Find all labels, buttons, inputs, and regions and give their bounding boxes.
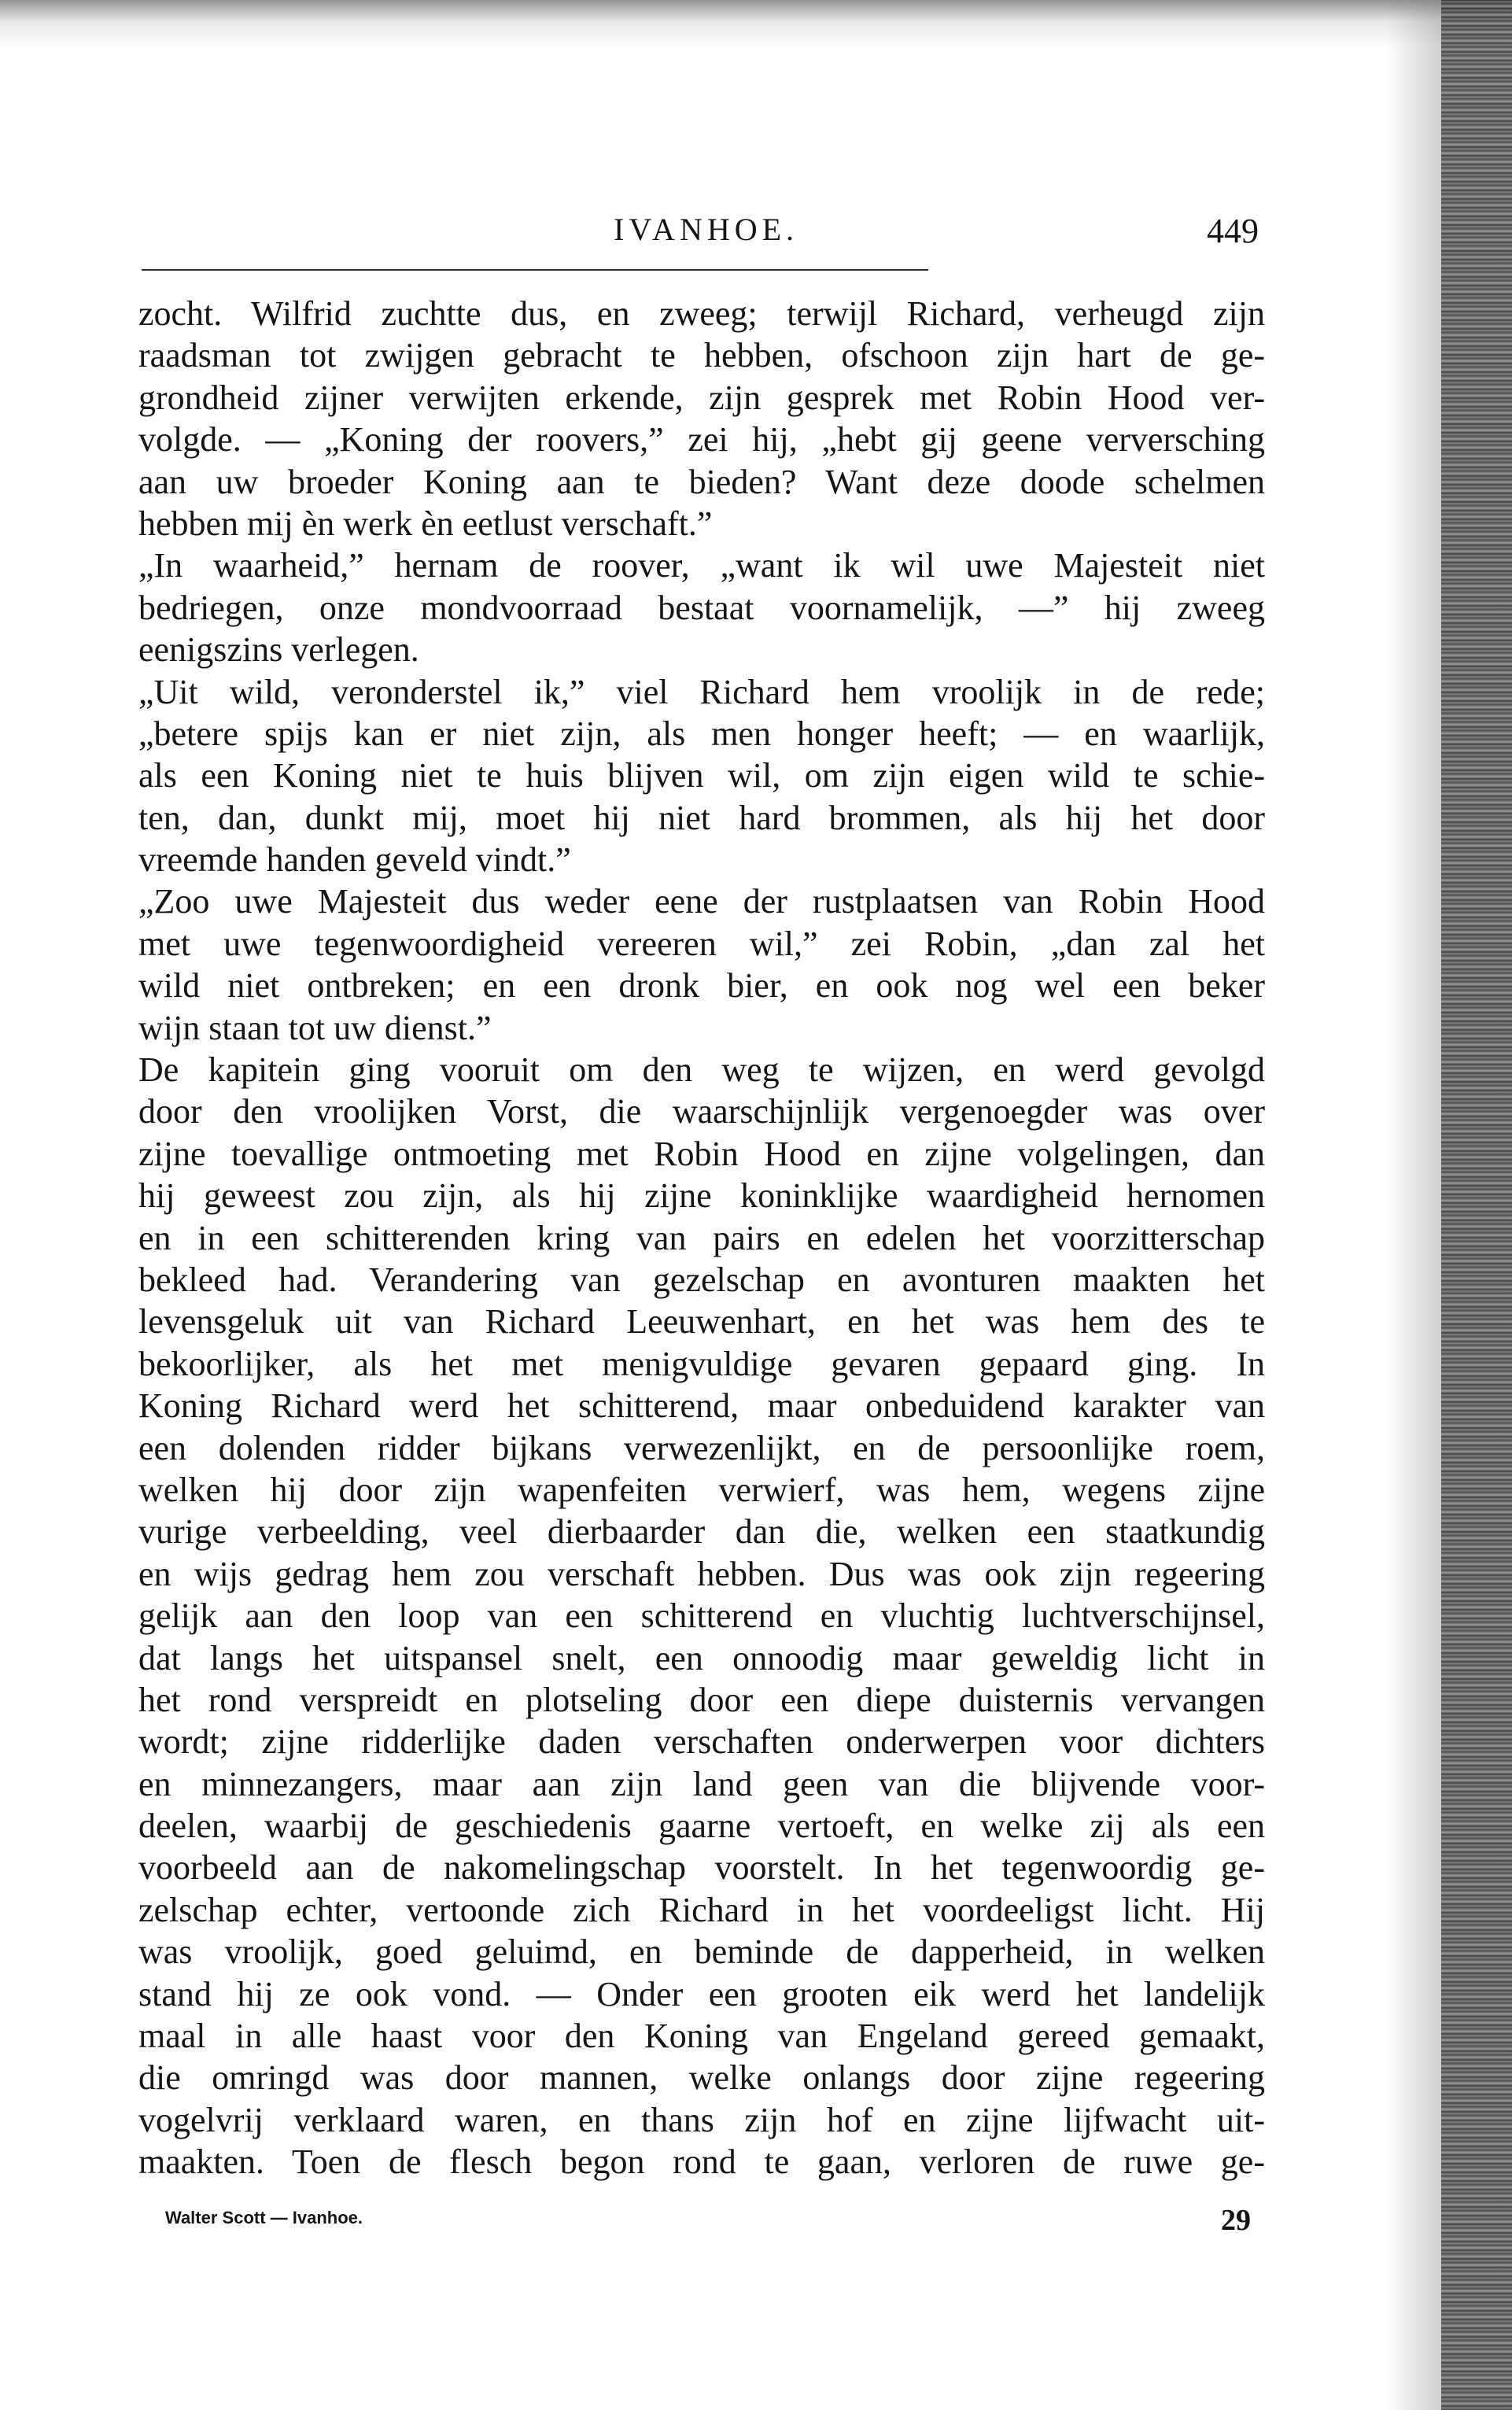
text-line: als een Koning niet te huis blijven wil, om zijn eigen wild te schie- <box>138 756 1265 795</box>
text-line: grondheid zijner verwijten erkende, zijn gesprek met Robin Hood ver- <box>138 378 1265 417</box>
text-line: zelschap echter, vertoonde zich Richard in het voordeeligst licht. Hij <box>138 1890 1265 1929</box>
text-line: deelen, waarbij de geschiedenis gaarne vertoeft, en welke zij als een <box>138 1807 1265 1846</box>
text-line: „Uit wild, veronderstel ik,” viel Richard hem vroolijk in de rede; <box>138 672 1265 711</box>
text-line: met uwe tegenwoordigheid vereeren wil,” zei Robin, „dan zal het <box>138 924 1265 963</box>
text-line: hebben mij èn werk èn eetlust verschaft.” <box>138 504 713 543</box>
text-line: het rond verspreidt en plotseling door een diepe duisternis vervangen <box>138 1680 1265 1719</box>
text-line: wijn staan tot uw dienst.” <box>138 1008 492 1047</box>
text-line: die omringd was door mannen, welke onlangs door zijne regeering <box>138 2058 1265 2098</box>
scan-right-edge <box>1441 0 1512 2410</box>
text-line: Koning Richard werd het schitterend, maar onbeduidend karakter van <box>138 1386 1265 1426</box>
scan-top-shadow <box>0 0 1512 47</box>
text-line: maal in alle haast voor den Koning van Engeland gereed gemaakt, <box>138 2017 1265 2056</box>
running-head-title: IVANHOE. <box>614 212 799 247</box>
text-line: „Zoo uwe Majesteit dus weder eene der rustplaatsen van Robin Hood <box>138 882 1265 921</box>
text-line: wild niet ontbreken; en een dronk bier, en ook nog wel een beker <box>138 966 1265 1006</box>
text-line: vreemde handen geveld vindt.” <box>138 840 571 880</box>
text-line: hij geweest zou zijn, als hij zijne koninklijke waardigheid hernomen <box>138 1176 1265 1216</box>
text-line: was vroolijk, goed geluimd, en beminde de dapperheid, in welken <box>138 1932 1265 1972</box>
text-line: volgde. — „Koning der roovers,” zei hij, „hebt gij geene verversching <box>138 420 1265 459</box>
running-head <box>142 211 1259 258</box>
text-line: door den vroolijken Vorst, die waarschijnlijk vergenoegder was over <box>138 1092 1265 1131</box>
text-line: ten, dan, dunkt mij, moet hij niet hard brommen, als hij het door <box>138 798 1265 837</box>
text-line: wordt; zijne ridderlijke daden verschaften onderwerpen voor dichters <box>138 1722 1265 1762</box>
text-line: „betere spijs kan er niet zijn, als men honger heeft; — en waarlijk, <box>138 714 1265 753</box>
text-line: voorbeeld aan de nakomelingschap voorstelt. In het tegenwoordig ge- <box>138 1848 1265 1888</box>
text-line: dat langs het uitspansel snelt, een onnoodig maar geweldig licht in <box>138 1638 1265 1677</box>
text-line: aan uw broeder Koning aan te bieden? Want deze doode schelmen <box>138 462 1265 501</box>
text-line: gelijk aan den loop van een schitterend en vluchtig luchtverschijnsel, <box>138 1596 1265 1636</box>
text-line: bekoorlijker, als het met menigvuldige gevaren gepaard ging. In <box>138 1344 1265 1383</box>
text-line: vogelvrij verklaard waren, en thans zijn hof en zijne lijfwacht uit- <box>138 2100 1265 2139</box>
signature-mark: 29 <box>1221 2204 1251 2237</box>
body-text <box>138 293 1265 2183</box>
text-line: levensgeluk uit van Richard Leeuwenhart, en het was hem des te <box>138 1302 1265 1342</box>
signature-line: Walter Scott — Ivanhoe. <box>165 2208 363 2227</box>
text-line: bedriegen, onze mondvoorraad bestaat voornamelijk, —” hij zweeg <box>138 588 1265 627</box>
text-line: en minnezangers, maar aan zijn land geen van die blijvende voor- <box>138 1764 1265 1803</box>
text-line: zocht. Wilfrid zuchtte dus, en zweeg; terwijl Richard, verheugd zijn <box>138 294 1265 333</box>
header-rule <box>142 269 928 271</box>
text-line: en in een schitterenden kring van pairs en edelen het voorzitterschap <box>138 1218 1265 1257</box>
text-line: zijne toevallige ontmoeting met Robin Hood en zijne volgelingen, dan <box>138 1134 1265 1173</box>
text-line: bekleed had. Verandering van gezelschap en avonturen maakten het <box>138 1260 1265 1299</box>
scan-right-fade <box>1386 0 1441 2410</box>
page-number: 449 <box>1207 212 1259 250</box>
text-line: een dolenden ridder bijkans verwezenlijkt, en de persoonlijke roem, <box>138 1428 1265 1467</box>
text-line: maakten. Toen de flesch begon rond te gaan, verloren de ruwe ge- <box>138 2142 1265 2182</box>
text-line: De kapitein ging vooruit om den weg te wijzen, en werd gevolgd <box>138 1050 1265 1090</box>
text-line: stand hij ze ook vond. — Onder een grooten eik werd het landelijk <box>138 1974 1265 2013</box>
text-line: „In waarheid,” hernam de roover, „want ik wil uwe Majesteit niet <box>138 546 1265 585</box>
page-footer <box>165 2203 1251 2250</box>
text-line: welken hij door zijn wapenfeiten verwierf, was hem, wegens zijne <box>138 1470 1265 1509</box>
text-line: eenigszins verlegen. <box>138 630 419 670</box>
text-line: en wijs gedrag hem zou verschaft hebben. Dus was ook zijn regeering <box>138 1554 1265 1593</box>
text-line: raadsman tot zwijgen gebracht te hebben, ofschoon zijn hart de ge- <box>138 336 1265 375</box>
text-line: vurige verbeelding, veel dierbaarder dan die, welken een staatkundig <box>138 1512 1265 1552</box>
